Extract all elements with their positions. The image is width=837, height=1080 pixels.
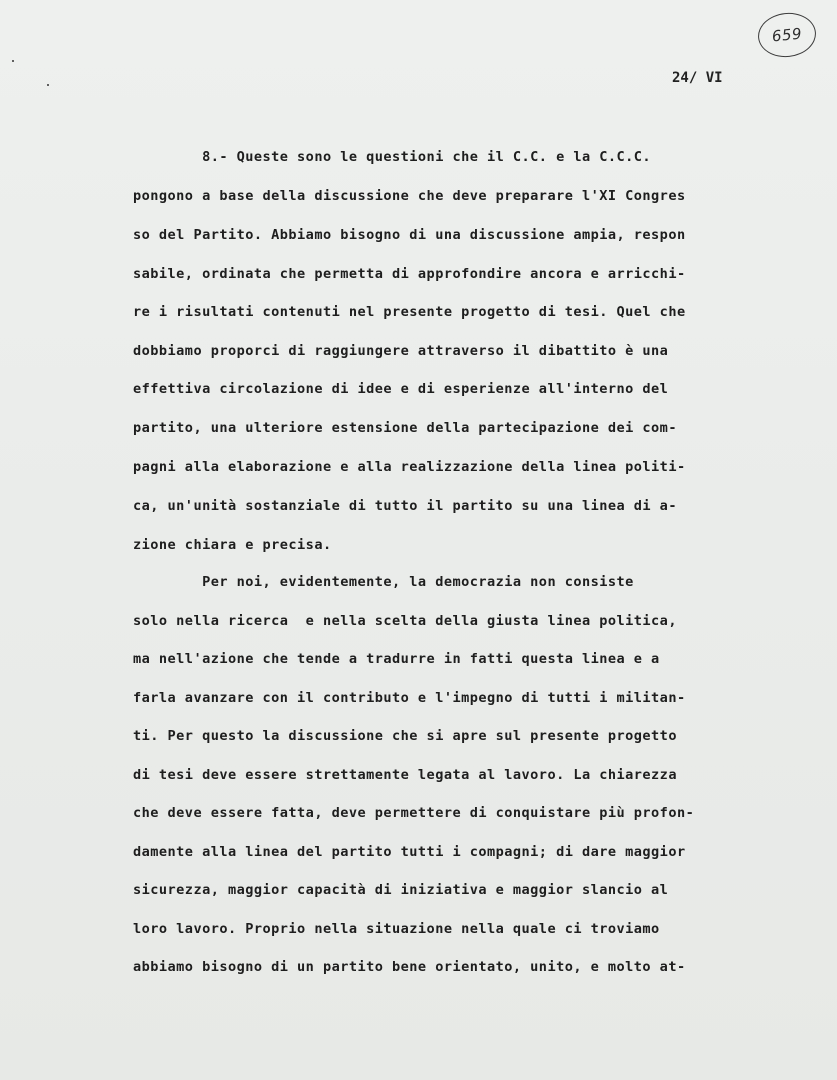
text-line: dobbiamo proporci di raggiungere attraverso il dibattito è una (133, 343, 669, 359)
text-line: partito, una ulteriore estensione della partecipazione dei com- (133, 420, 677, 436)
text-line: Per noi, evidentemente, la democrazia non consiste (133, 574, 634, 590)
archive-stamp (756, 10, 818, 60)
speck-mark (47, 84, 49, 86)
text-line: ca, un'unità sostanziale di tutto il partito su una linea di a- (133, 498, 677, 514)
text-line: loro lavoro. Proprio nella situazione nella quale ci troviamo (133, 921, 660, 937)
text-line: sicurezza, maggior capacità di iniziativa e maggior slancio al (133, 882, 669, 898)
text-line: re i risultati contenuti nel presente progetto di tesi. Quel che (133, 304, 686, 320)
text-line: ma nell'azione che tende a tradurre in fatti questa linea e a (133, 651, 660, 667)
text-line: ti. Per questo la discussione che si apre sul presente progetto (133, 728, 677, 744)
text-line: pongono a base della discussione che deve preparare l'XI Congres (133, 188, 686, 204)
speck-mark (12, 60, 14, 62)
text-line: pagni alla elaborazione e alla realizzazione della linea politi- (133, 459, 686, 475)
text-line: effettiva circolazione di idee e di esperienze all'interno del (133, 381, 669, 397)
text-line: di tesi deve essere strettamente legata al lavoro. La chiarezza (133, 767, 677, 783)
text-line: abbiamo bisogno di un partito bene orientato, unito, e molto at- (133, 959, 686, 975)
text-line: zione chiara e precisa. (133, 537, 332, 553)
text-line: damente alla linea del partito tutti i compagni; di dare maggior (133, 844, 686, 860)
text-line: 8.- Queste sono le questioni che il C.C. e la C.C.C. (133, 149, 652, 165)
text-line: so del Partito. Abbiamo bisogno di una discussione ampia, respon (133, 227, 686, 243)
text-line: sabile, ordinata che permetta di approfondire ancora e arricchi- (133, 266, 686, 282)
text-line: farla avanzare con il contributo e l'impegno di tutti i militan- (133, 690, 686, 706)
text-line: che deve essere fatta, deve permettere di conquistare più profon- (133, 805, 695, 821)
page-number: 24/ VI (672, 70, 723, 86)
text-line: solo nella ricerca e nella scelta della giusta linea politica, (133, 613, 677, 629)
stamp-number: 659 (771, 24, 803, 46)
